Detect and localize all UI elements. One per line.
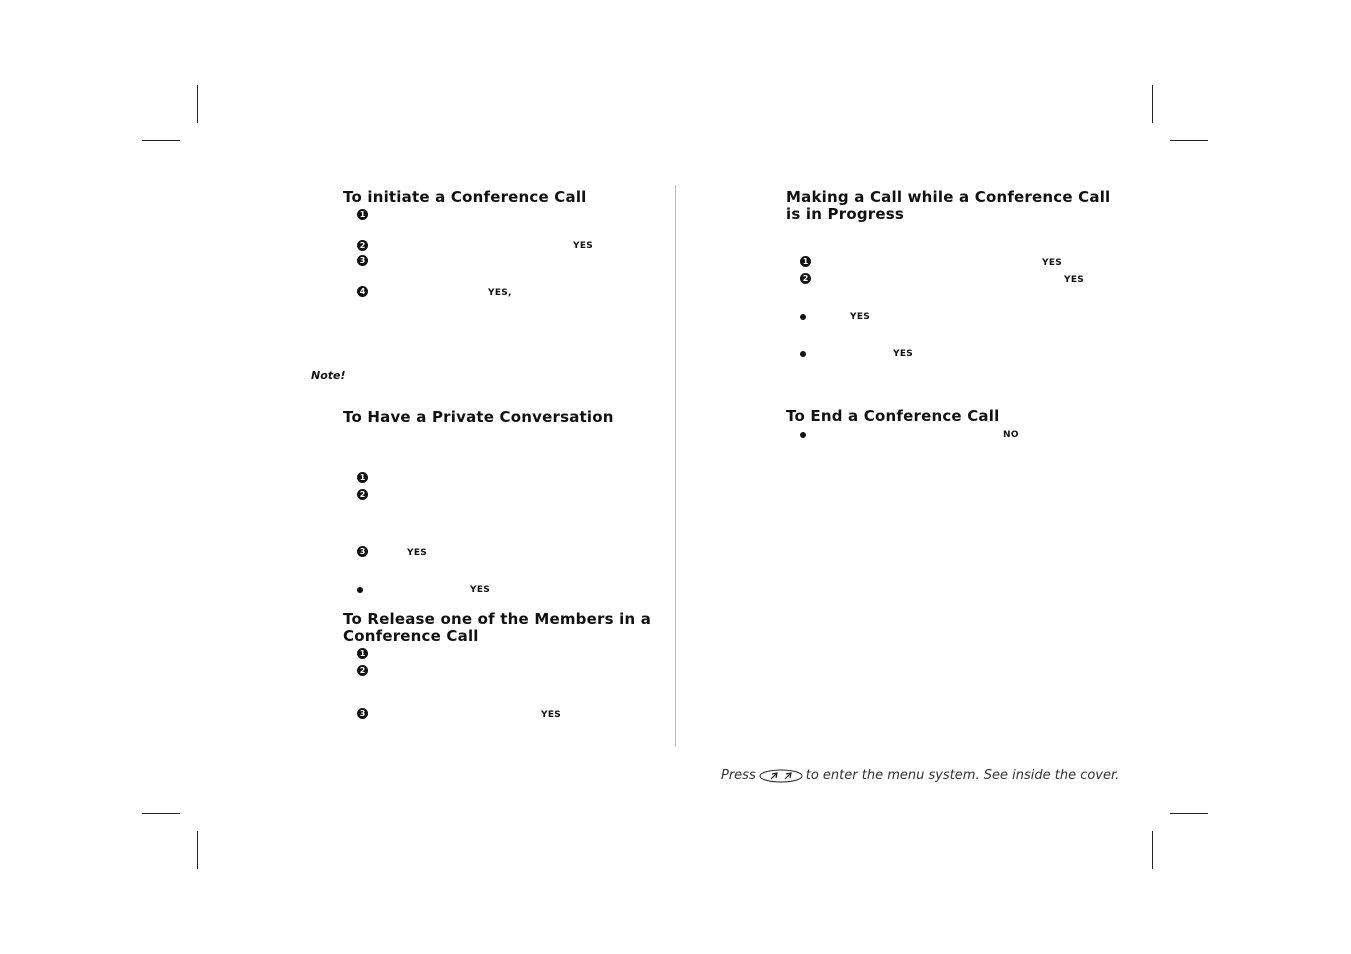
step-number: 2 [800, 273, 811, 284]
step-number: 1 [357, 209, 368, 220]
crop-mark-top-left-vertical [197, 85, 198, 123]
key-label-yes: YES, [488, 288, 512, 298]
crop-mark-bottom-left-horizontal [142, 813, 180, 814]
key-label-yes: YES [1064, 275, 1085, 285]
column-divider [675, 185, 676, 747]
key-label-yes: YES [893, 349, 914, 359]
crop-mark-bottom-right-vertical [1152, 831, 1153, 869]
heading-release-member: To Release one of the Members in a [343, 610, 652, 628]
step-number: 1 [357, 472, 368, 483]
key-label-yes: YES [470, 585, 491, 595]
heading-making-call: Making a Call while a Conference Call [786, 188, 1111, 206]
step-number: 2 [357, 240, 368, 251]
bullet [800, 314, 806, 320]
step-number: 4 [357, 286, 368, 297]
note-label: Note! [311, 369, 346, 382]
step-number: 2 [357, 665, 368, 676]
key-label-yes: YES [407, 548, 428, 558]
step-number: 2 [357, 489, 368, 500]
key-label-yes: YES [541, 710, 562, 720]
crop-mark-top-left-horizontal [142, 140, 180, 141]
crop-mark-bottom-left-vertical [197, 831, 198, 869]
heading-release-member-line2: Conference Call [343, 627, 479, 645]
key-label-yes: YES [573, 241, 594, 251]
step-number: 1 [357, 648, 368, 659]
menu-key-icon [759, 769, 803, 783]
step-number: 3 [357, 255, 368, 266]
step-number: 1 [800, 256, 811, 267]
bullet [800, 351, 806, 357]
heading-end-conference-call: To End a Conference Call [786, 407, 1000, 425]
heading-private-conversation: To Have a Private Conversation [343, 408, 614, 426]
key-label-yes: YES [1042, 258, 1063, 268]
bullet [800, 432, 806, 438]
footer-text-press: Press [721, 768, 756, 783]
heading-making-call-line2: is in Progress [786, 205, 904, 223]
key-label-no: NO [1003, 430, 1019, 440]
heading-initiate-conference-call: To initiate a Conference Call [343, 188, 587, 206]
page-footer [721, 768, 1119, 783]
crop-mark-top-right-horizontal [1170, 140, 1208, 141]
key-label-yes: YES [850, 312, 871, 322]
bullet [357, 587, 363, 593]
step-number: 3 [357, 708, 368, 719]
step-number: 3 [357, 546, 368, 557]
crop-mark-bottom-right-horizontal [1170, 813, 1208, 814]
footer-text-instruction: to enter the menu system. See inside the cover. [805, 768, 1120, 783]
crop-mark-top-right-vertical [1152, 85, 1153, 123]
